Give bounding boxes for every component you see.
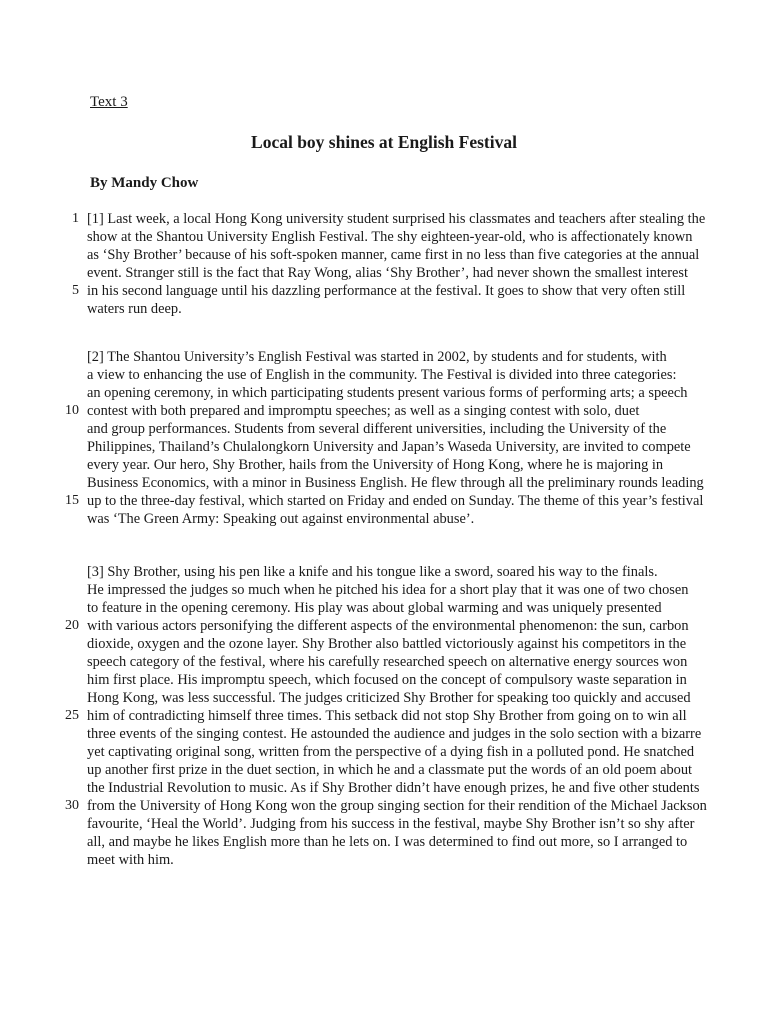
line-text: to feature in the opening ceremony. His play was about global warming and was uniquely presented [87,600,662,616]
line-number: 1 [72,211,79,226]
line-text: up another first prize in the duet section, in which he and a classmate put the words of an old poem about [87,762,693,778]
text-line [87,348,757,366]
line-text: a view to enhancing the use of English in the community. The Festival is divided into three categories: [87,367,677,383]
text-line [87,228,757,246]
text-line [87,761,757,779]
line-text: favourite, ‘Heal the World’. Judging from his success in the festival, maybe Shy Brother isn’t so shy after [87,816,695,832]
line-number: 10 [65,403,79,418]
text-line [87,815,757,833]
line-text: event. Stranger still is the fact that Ray Wong, alias ‘Shy Brother’, had never shown the smallest interest [87,265,688,281]
line-text: all, and maybe he likes English more than he lets on. I was determined to find out more, so I arranged to [87,834,688,850]
line-text: him of contradicting himself three times. This setback did not stop Shy Brother from going on to win all [87,708,687,724]
text-line [72,210,757,228]
line-text: every year. Our hero, Shy Brother, hails from the University of Hong Kong, where he is majoring in [87,457,664,473]
line-text: [1] Last week, a local Hong Kong university student surprised his classmates and teachers after stealing the [87,211,706,227]
text-line [87,456,757,474]
text-line [87,474,757,492]
line-text: as ‘Shy Brother’ because of his soft-spoken manner, came first in no less than five categories at the annual [87,247,700,263]
text-line [87,833,757,851]
line-text: [2] The Shantou University’s English Festival was started in 2002, by students and for students, with [87,349,667,365]
line-text: Hong Kong, was less successful. The judges criticized Shy Brother for speaking too quickly and accused [87,690,691,706]
line-text: waters run deep. [87,301,182,317]
line-text: the Industrial Revolution to music. As if Shy Brother didn’t have enough prizes, he and five other students [87,780,700,796]
line-text: Philippines, Thailand’s Chulalongkorn University and Japan’s Waseda University, are invited to compete [87,439,691,455]
text-line [87,246,757,264]
text-line [72,282,757,300]
line-text: [3] Shy Brother, using his pen like a knife and his tongue like a sword, soared his way to the finals. [87,564,658,580]
text-line [87,384,757,402]
line-text: from the University of Hong Kong won the group singing section for their rendition of the Michael Jackson [87,798,707,814]
text-line [87,653,757,671]
paragraph-2 [65,348,757,528]
line-text: Business Economics, with a minor in Business English. He flew through all the preliminary rounds leading [87,475,704,491]
line-number: 25 [65,708,79,723]
text-line [87,300,757,318]
line-number: 20 [65,618,79,633]
text-line [87,581,757,599]
text-line [87,779,757,797]
text-line [87,510,757,528]
text-line [87,851,757,869]
text-line [87,671,757,689]
text-line [87,725,757,743]
text-line [65,492,757,510]
line-text: show at the Shantou University English Festival. The shy eighteen-year-old, who is affectionately known [87,229,693,245]
line-text: three events of the singing contest. He astounded the audience and judges in the solo section with a bizarre [87,726,702,742]
line-text: yet captivating original song, written from the perspective of a dying fish in a polluted pond. He snatched [87,744,695,760]
line-text: with various actors personifying the different aspects of the environmental phenomenon: the sun, carbon [87,618,689,634]
line-text: an opening ceremony, in which participating students present various forms of performing arts; a speech [87,385,688,401]
paragraph-3 [65,563,757,869]
line-number: 30 [65,798,79,813]
text-line [87,743,757,761]
article-byline: By Mandy Chow [90,175,199,191]
text-number-label: Text 3 [90,94,128,110]
text-line [87,366,757,384]
text-line [87,420,757,438]
line-text: and group performances. Students from several different universities, including the University of the [87,421,667,437]
text-line [87,689,757,707]
text-line [65,707,757,725]
article-headline: Local boy shines at English Festival [251,132,517,152]
line-number: 5 [72,283,79,298]
line-text: in his second language until his dazzling performance at the festival. It goes to show that very often still [87,283,686,299]
line-text: speech category of the festival, where his carefully researched speech on alternative energy sources won [87,654,688,670]
text-line [87,264,757,282]
text-line [65,402,757,420]
text-line [87,438,757,456]
line-text: contest with both prepared and impromptu speeches; as well as a singing contest with solo, duet [87,403,640,419]
text-line [87,563,757,581]
line-text: meet with him. [87,852,174,868]
line-text: up to the three-day festival, which started on Friday and ended on Sunday. The theme of this year’s festival [87,493,704,509]
text-line [65,617,757,635]
line-text: dioxide, oxygen and the ozone layer. Shy Brother also battled victoriously against his competitors in the [87,636,687,652]
text-line [87,599,757,617]
line-text: him first place. His impromptu speech, which focused on the concept of compulsory waste separation in [87,672,687,688]
paragraph-1 [72,210,757,318]
line-text: was ‘The Green Army: Speaking out against environmental abuse’. [87,511,475,527]
line-number: 15 [65,493,79,508]
line-text: He impressed the judges so much when he pitched his idea for a short play that it was one of two chosen [87,582,689,598]
text-line [65,797,757,815]
text-line [87,635,757,653]
